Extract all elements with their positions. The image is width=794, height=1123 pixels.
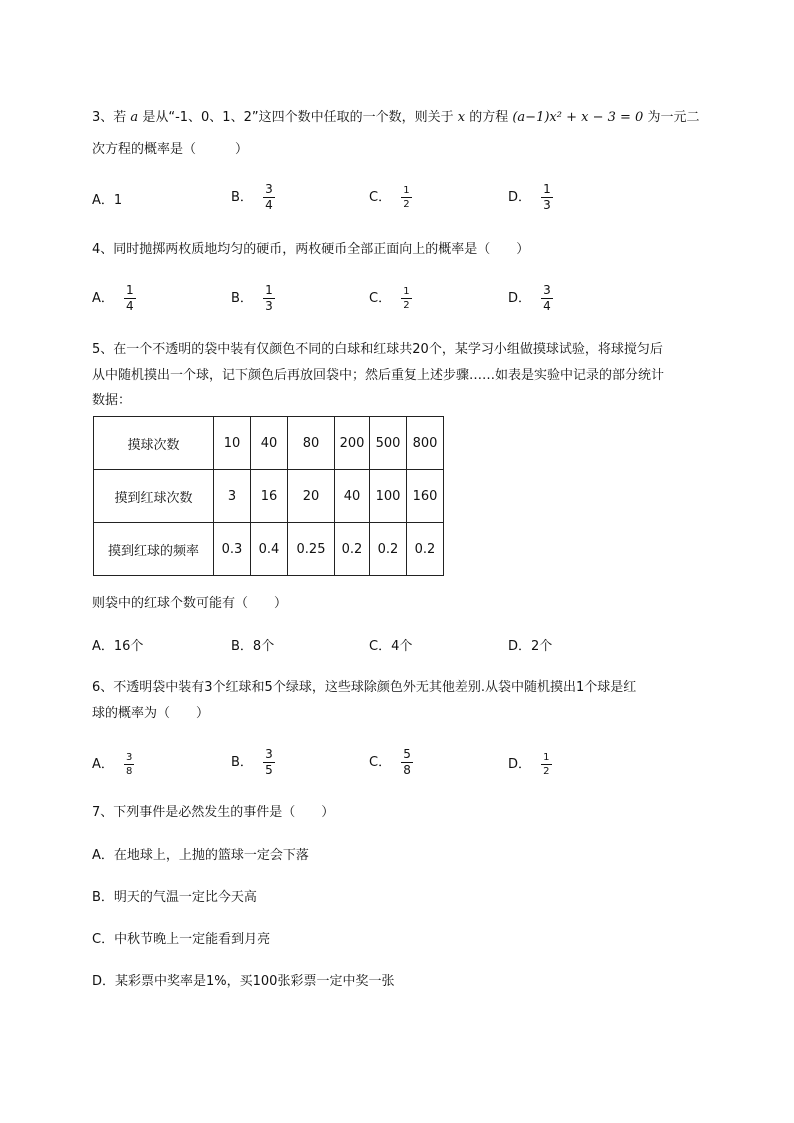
table-cell: 800 (407, 417, 444, 470)
table-row (94, 523, 444, 576)
fraction: $\frac{5}{8}$ (403, 747, 411, 777)
row-header: 摸球次数 (94, 417, 214, 470)
fraction: $\frac{3}{4}$ (543, 283, 551, 313)
q3-var-x: x (457, 110, 466, 125)
table-cell: 40 (251, 417, 288, 470)
fraction: $\frac{3}{5}$ (265, 747, 273, 777)
table-cell: 80 (288, 417, 335, 470)
q3-option-c: C． $\frac{1}{2}$ (369, 185, 410, 210)
table-cell: 10 (214, 417, 251, 470)
fraction: $\frac{1}{2}$ (403, 185, 410, 210)
q4-option-a: A． $\frac{1}{4}$ (92, 283, 134, 313)
table-cell: 100 (370, 470, 407, 523)
fraction: $\frac{1}{2}$ (403, 286, 410, 311)
q5-line3: 数据： (92, 393, 132, 408)
q5-option-a: A．16个 (92, 639, 144, 654)
q5-line1: 5、在一个不透明的袋中装有仅颜色不同的白球和红球共20个，某学习小组做摸球试验，将球搅匀后 (92, 342, 663, 357)
fraction: $\frac{3}{4}$ (265, 182, 273, 212)
fraction: $\frac{1}{4}$ (126, 283, 134, 313)
table-cell: 500 (370, 417, 407, 470)
table-cell: 0.3 (214, 523, 251, 576)
q3-var-a: a (130, 110, 139, 125)
table-cell: 160 (407, 470, 444, 523)
row-header: 摸到红球次数 (94, 470, 214, 523)
q4-option-c: C． $\frac{1}{2}$ (369, 286, 410, 311)
fraction: $\frac{3}{8}$ (126, 752, 133, 777)
q5-option-d: D．2个 (508, 639, 553, 654)
q6-line1: 6、不透明袋中装有3个红球和5个绿球，这些球除颜色外无其他差别.从袋中随机摸出1个球是红 (92, 680, 637, 695)
q3-option-d: D． $\frac{1}{3}$ (508, 182, 551, 212)
table-cell: 200 (335, 417, 370, 470)
table-cell: 0.2 (407, 523, 444, 576)
q7-option-d: D．某彩票中奖率是1%，买100张彩票一定中奖一张 (92, 974, 395, 989)
q3-text-prefix: 3、若 (92, 110, 127, 125)
q3-text-suffix: 为一元二 (647, 110, 700, 125)
table-row (94, 417, 444, 470)
q7-option-a: A．在地球上，上抛的篮球一定会下落 (92, 848, 309, 863)
q6-option-c: C． $\frac{5}{8}$ (369, 747, 411, 777)
q5-line2: 从中随机摸出一个球，记下颜色后再放回袋中；然后重复上述步骤……如表是实验中记录的部分统计 (92, 368, 665, 383)
q4-option-b: B． $\frac{1}{3}$ (231, 283, 273, 313)
data-table (93, 416, 444, 576)
q3-option-a: A．1 (92, 193, 123, 208)
row-header: 摸到红球的频率 (94, 523, 214, 576)
q7-option-b: B．明天的气温一定比今天高 (92, 890, 257, 905)
q3-text-mid2: 的方程 (469, 110, 509, 125)
q3-text-mid: 是从“-1、0、1、2”这四个数中任取的一个数，则关于 (142, 110, 454, 125)
table-cell: 0.4 (251, 523, 288, 576)
fraction: $\frac{1}{2}$ (543, 752, 550, 777)
table-row (94, 470, 444, 523)
q6-option-d: D． $\frac{1}{2}$ (508, 752, 550, 777)
q7-line1: 7、下列事件是必然发生的事件是（ ） (92, 805, 335, 820)
q5-option-b: B．8个 (231, 639, 275, 654)
q4-line1: 4、同时抛掷两枚质地均匀的硬币，两枚硬币全部正面向上的概率是（ ） (92, 242, 530, 257)
fraction: $\frac{1}{3}$ (543, 182, 551, 212)
table-cell: 0.2 (335, 523, 370, 576)
q4-option-d: D． $\frac{3}{4}$ (508, 283, 551, 313)
q7-option-c: C．中秋节晚上一定能看到月亮 (92, 932, 271, 947)
table-cell: 3 (214, 470, 251, 523)
table-cell: 20 (288, 470, 335, 523)
q6-option-b: B． $\frac{3}{5}$ (231, 747, 273, 777)
q3-option-b: B． $\frac{3}{4}$ (231, 182, 273, 212)
table-cell: 40 (335, 470, 370, 523)
q5-line4: 则袋中的红球个数可能有（ ） (92, 596, 288, 611)
table-cell: 0.2 (370, 523, 407, 576)
q3-line2: 次方程的概率是（ ） (92, 142, 249, 157)
q6-option-a: A． $\frac{3}{8}$ (92, 752, 133, 777)
table-cell: 16 (251, 470, 288, 523)
table-cell: 0.25 (288, 523, 335, 576)
q6-line2: 球的概率为（ ） (92, 706, 210, 721)
q3-equation: (a−1)x² + x − 3 = 0 (512, 110, 644, 125)
fraction: $\frac{1}{3}$ (265, 283, 273, 313)
q3-line1 (92, 108, 699, 128)
q5-option-c: C．4个 (369, 639, 413, 654)
